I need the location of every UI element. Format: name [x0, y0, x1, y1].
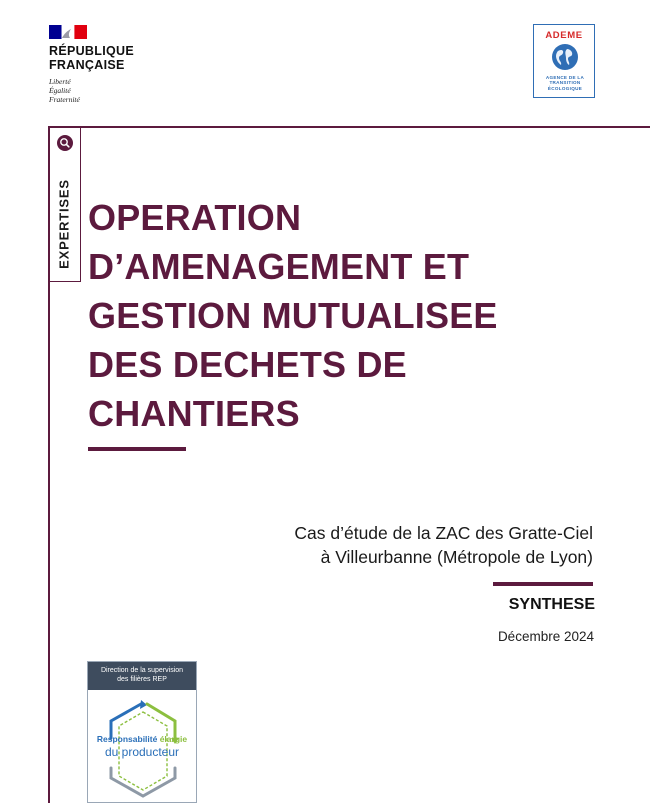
- title-line-1: OPERATION: [88, 197, 302, 238]
- globe-icon: [551, 43, 579, 71]
- title-line-5: CHANTIERS: [88, 393, 300, 434]
- ademe-name: ADEME: [545, 30, 583, 41]
- subtitle-rule: [493, 582, 593, 586]
- expertises-label: EXPERTISES: [56, 179, 72, 269]
- ademe-subtitle-line2: TRANSITION: [549, 80, 581, 86]
- motto-egalite: Égalité: [49, 86, 71, 95]
- motto-liberte: Liberté: [49, 77, 71, 86]
- rep-badge-header: [88, 662, 196, 690]
- rep-line2: du producteur: [104, 745, 180, 759]
- marianne-flag-icon: [49, 25, 87, 39]
- ademe-subtitle-line3: ÉCOLOGIQUE: [547, 85, 583, 91]
- rep-line1: [88, 734, 196, 744]
- republique-title: [49, 44, 189, 72]
- rep-line1-main: Responsabilité: [96, 734, 160, 744]
- title-line-2: D’AMENAGEMENT ET: [88, 246, 470, 287]
- document-title: [88, 193, 588, 438]
- title-line-3: GESTION MUTUALISEE: [88, 295, 498, 336]
- republique-title-line1: RÉPUBLIQUE: [49, 44, 134, 58]
- document-type: SYNTHESE: [508, 596, 595, 613]
- rep-badge: [87, 661, 197, 803]
- rep-header-line2: des filières REP: [117, 676, 167, 683]
- motto-fraternite: Fraternité: [49, 95, 80, 104]
- rep-line1-accent: élargie: [159, 734, 188, 744]
- subtitle-line-1: Cas d’étude de la ZAC des Gratte-Ciel: [294, 523, 593, 543]
- ademe-subtitle-line1: AGENCE DE LA: [545, 75, 585, 80]
- publication-date: Décembre 2024: [497, 629, 594, 644]
- republique-motto: [49, 77, 80, 104]
- republique-title-line2: FRANÇAISE: [49, 58, 125, 72]
- title-line-4: DES DECHETS DE: [88, 344, 407, 385]
- ademe-subtitle: [536, 75, 594, 91]
- rep-header-line1: Direction de la supervision: [100, 667, 184, 674]
- ademe-logo: [533, 24, 595, 98]
- title-underline: [88, 447, 186, 451]
- search-icon: [57, 135, 73, 151]
- frame-top-rule: [48, 126, 650, 128]
- document-subtitle: [173, 521, 593, 569]
- subtitle-line-2: à Villeurbanne (Métropole de Lyon): [320, 547, 593, 567]
